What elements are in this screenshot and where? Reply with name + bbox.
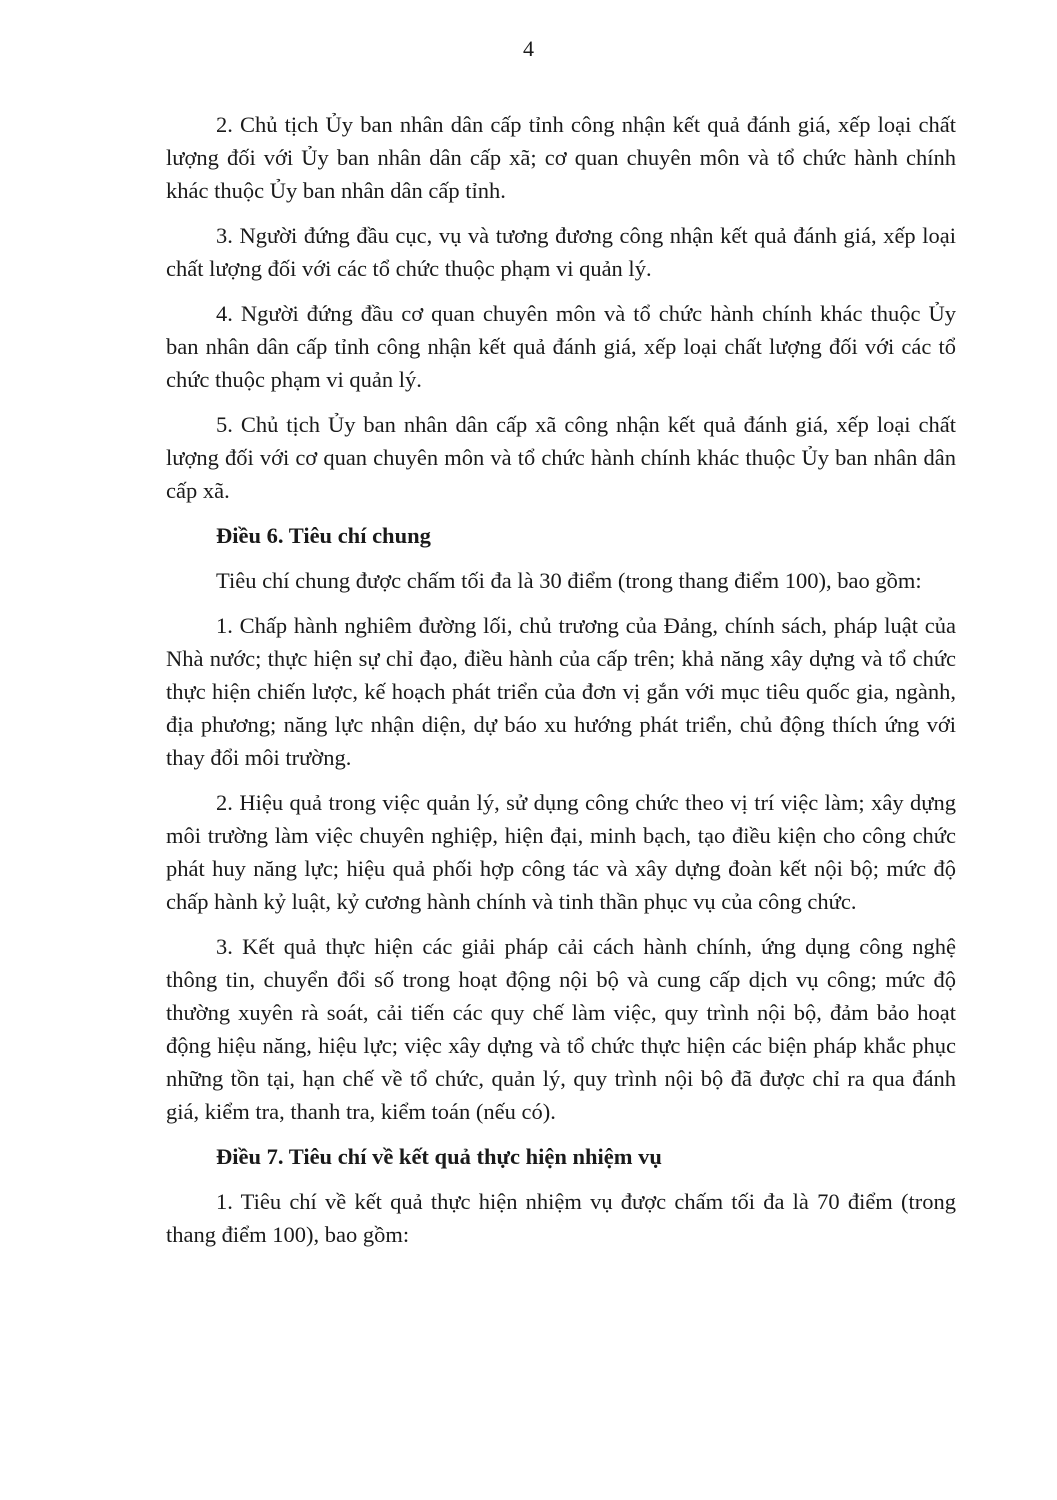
paragraph-5-2: 2. Chủ tịch Ủy ban nhân dân cấp tỉnh công nhận kết quả đánh giá, xếp loại chất lượng đối với Ủy ban nhân dân cấp xã; cơ quan chuyên môn và tổ chức hành chính khác thuộc Ủy ban nhân dân cấp tỉnh.: [166, 112, 956, 203]
paragraph-5-3: 3. Người đứng đầu cục, vụ và tương đương công nhận kết quả đánh giá, xếp loại chất lượng đối với các tổ chức thuộc phạm vi quản lý.: [166, 223, 956, 281]
article-6-heading: Điều 6. Tiêu chí chung: [216, 523, 431, 548]
paragraph-6-3: 3. Kết quả thực hiện các giải pháp cải cách hành chính, ứng dụng công nghệ thông tin, chuyển đổi số trong hoạt động nội bộ và cung cấp dịch vụ công; mức độ thường xuyên rà soát, cải tiến các quy chế làm việc, quy trình nội bộ, đảm bảo hoạt động hiệu năng, hiệu lực; việc xây dựng và tổ chức thực hiện các biện pháp khắc phục những tồn tại, hạn chế về tổ chức, quản lý, quy trình nội bộ đã được chỉ ra qua đánh giá, kiểm tra, thanh tra, kiểm toán (nếu có).: [166, 934, 956, 1124]
paragraph-7-1: 1. Tiêu chí về kết quả thực hiện nhiệm vụ được chấm tối đa là 70 điểm (trong thang điểm 100), bao gồm:: [166, 1189, 956, 1247]
article-7-heading: Điều 7. Tiêu chí về kết quả thực hiện nhiệm vụ: [216, 1144, 662, 1169]
paragraph-5-4: 4. Người đứng đầu cơ quan chuyên môn và tổ chức hành chính khác thuộc Ủy ban nhân dân cấp tỉnh công nhận kết quả đánh giá, xếp loại chất lượng đối với các tổ chức thuộc phạm vi quản lý.: [166, 301, 956, 392]
paragraph-6-1: 1. Chấp hành nghiêm đường lối, chủ trương của Đảng, chính sách, pháp luật của Nhà nước; thực hiện sự chỉ đạo, điều hành của cấp trên; khả năng xây dựng và tổ chức thực hiện chiến lược, kế hoạch phát triển của đơn vị gắn với mục tiêu quốc gia, ngành, địa phương; năng lực nhận diện, dự báo xu hướng phát triển, chủ động thích ứng với thay đổi môi trường.: [166, 613, 956, 770]
paragraph-5-5: 5. Chủ tịch Ủy ban nhân dân cấp xã công nhận kết quả đánh giá, xếp loại chất lượng đối với cơ quan chuyên môn và tổ chức hành chính khác thuộc Ủy ban nhân dân cấp xã.: [166, 412, 956, 503]
document-body: [166, 108, 956, 1263]
article-6-intro: Tiêu chí chung được chấm tối đa là 30 điểm (trong thang điểm 100), bao gồm:: [216, 568, 922, 593]
paragraph-6-2: 2. Hiệu quả trong việc quản lý, sử dụng công chức theo vị trí việc làm; xây dựng môi trường làm việc chuyên nghiệp, hiện đại, minh bạch, tạo điều kiện cho công chức phát huy năng lực; hiệu quả phối hợp công tác và xây dựng đoàn kết nội bộ; mức độ chấp hành kỷ luật, kỷ cương hành chính và tinh thần phục vụ của công chức.: [166, 790, 956, 914]
page-number: 4: [523, 36, 534, 61]
